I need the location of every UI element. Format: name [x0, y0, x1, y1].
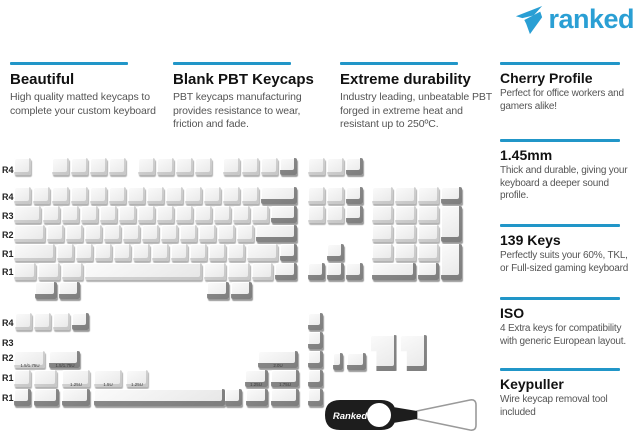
keycap: [62, 263, 84, 280]
row-label: R4: [2, 318, 14, 328]
keycap: [308, 206, 325, 223]
spec-title: 1.45mm: [500, 147, 553, 163]
keycap: [33, 187, 50, 204]
keycap: [347, 353, 366, 370]
keycap: [176, 206, 193, 223]
keycap: [218, 225, 235, 242]
keycap: [34, 389, 59, 406]
keycap: [308, 187, 325, 204]
spec-title: Keypuller: [500, 376, 564, 392]
spec-body: Perfect for office workers and gamers alike!: [500, 88, 624, 112]
keycap: [123, 225, 140, 242]
spec-body: Perfectly suits your 60%, TKL, or Full-sized gaming keyboard: [500, 250, 629, 274]
keycap: [308, 313, 323, 330]
feature-title: Beautiful: [10, 71, 75, 88]
feature-body: High quality matted keycaps to complete your custom keyboard: [10, 91, 156, 117]
keycap: [418, 225, 439, 242]
keypuller-brand-text: Ranked: [332, 411, 368, 422]
keycap: [128, 187, 145, 204]
keycap: [214, 206, 231, 223]
keycap: [246, 389, 269, 406]
keycap: [52, 158, 69, 175]
feature-title: Extreme durability: [340, 71, 471, 88]
keycap: [441, 244, 462, 280]
row-label: R1: [2, 249, 14, 259]
keycap: [53, 313, 70, 330]
keycap: [66, 225, 83, 242]
keycap-size-label: 1.5U: [103, 382, 113, 387]
keycap: [142, 225, 159, 242]
keycap: [372, 206, 393, 223]
keycap: [114, 244, 131, 261]
keycap: [372, 187, 393, 204]
keycap: [258, 351, 298, 368]
feature-body: Industry leading, unbeatable PBT forged in extreme heat and resistant up to 250ºC.: [340, 91, 492, 130]
keycap: [418, 187, 439, 204]
spec-title: 139 Keys: [500, 232, 561, 248]
keycap: [138, 158, 155, 175]
keycap: [34, 370, 57, 387]
keycap: [14, 187, 31, 204]
keycap: [90, 158, 107, 175]
keypuller-wire: [417, 400, 476, 430]
keycap: [14, 351, 45, 368]
keycap: [195, 158, 212, 175]
keycap: [225, 389, 242, 406]
keycap: [14, 225, 45, 242]
spec-body: Wire keycap removal tool included: [500, 394, 608, 418]
keycap: [327, 158, 344, 175]
keycap: [62, 370, 90, 387]
keycap: [204, 263, 226, 280]
keycap: [395, 244, 416, 261]
keypuller-image: [313, 395, 483, 436]
spec-title: ISO: [500, 305, 525, 321]
keycap: [308, 158, 325, 175]
keycap: [327, 187, 344, 204]
keycap: [271, 370, 299, 387]
spec-body: Thick and durable, giving your keyboard a deeper sound profile.: [500, 165, 628, 201]
keycap: [245, 370, 268, 387]
keycap: [346, 187, 363, 204]
keycap-size-label: 1.25U: [250, 382, 263, 387]
keycap: [185, 187, 202, 204]
keycap: [94, 370, 122, 387]
keycap: [81, 206, 98, 223]
keycap: [38, 263, 60, 280]
keycap: [441, 187, 462, 204]
keycap: [95, 244, 112, 261]
row-label: R2: [2, 353, 14, 363]
row-label: R1: [2, 373, 14, 383]
keycap: [271, 389, 299, 406]
keycap: [15, 313, 32, 330]
keycap: [119, 206, 136, 223]
keypuller-hole: [367, 403, 391, 427]
keycap: [271, 206, 298, 223]
keycap: [49, 351, 80, 368]
spec-body: 4 Extra keys for compatibility with generic European layout.: [500, 323, 626, 347]
keycap: [57, 244, 74, 261]
keycap: [62, 389, 90, 406]
keycap: [72, 313, 89, 330]
keycap: [261, 158, 278, 175]
keycap: [223, 187, 240, 204]
row-label: R4: [2, 165, 14, 175]
keycap: [59, 282, 81, 299]
keycap: [237, 225, 254, 242]
keycap: [308, 263, 325, 280]
keycap: [223, 158, 240, 175]
keycap: [152, 244, 169, 261]
keycap: [252, 263, 274, 280]
keycap: [171, 244, 188, 261]
keycap: [228, 244, 245, 261]
keycap: [228, 263, 250, 280]
keycap: [71, 158, 88, 175]
keycap: [180, 225, 197, 242]
keycap: [100, 206, 117, 223]
keycap: [76, 244, 93, 261]
keycap: [14, 370, 31, 387]
keycap-size-label: 2.0U: [273, 363, 283, 368]
keycap: [14, 389, 31, 406]
keycap: [418, 263, 439, 280]
keycap: [207, 282, 229, 299]
keycap: [418, 244, 439, 261]
keycap: [231, 282, 253, 299]
keycap: [104, 225, 121, 242]
keycap: [90, 187, 107, 204]
keycap-size-label: 1.25U: [69, 382, 82, 387]
keycap: [199, 225, 216, 242]
keycap: [395, 206, 416, 223]
keycap: [14, 263, 36, 280]
keycap: [195, 206, 212, 223]
brand-logo-text: ranked: [548, 4, 634, 34]
keycap: [43, 206, 60, 223]
spec-title: Cherry Profile: [500, 70, 593, 86]
keycap: [308, 370, 323, 387]
keycap: [85, 225, 102, 242]
keycap: [346, 206, 363, 223]
keycap: [308, 351, 323, 368]
row-label: R1: [2, 267, 14, 277]
keycap: [161, 225, 178, 242]
keycap: [346, 158, 363, 175]
keycap: [14, 158, 31, 175]
keycap: [204, 187, 221, 204]
keycap: [327, 244, 344, 261]
keycap: [126, 370, 148, 387]
keycap: [333, 353, 343, 370]
keycap: [372, 244, 393, 261]
keycap: [242, 158, 259, 175]
keycap: [395, 187, 416, 204]
row-label: R1: [2, 393, 14, 403]
keycap: [147, 187, 164, 204]
keycap: [35, 282, 57, 299]
keycap-size-label: 1.25U: [131, 382, 143, 387]
keycap: [85, 263, 202, 280]
keycap: [157, 206, 174, 223]
feature-title: Blank PBT Keycaps: [173, 71, 314, 88]
keycap: [71, 187, 88, 204]
keycap: [242, 187, 259, 204]
keycap: [308, 332, 323, 349]
keycap: [280, 244, 297, 261]
keycap-size-label: 1.5/1.75U: [55, 363, 75, 368]
keycap: [109, 187, 126, 204]
keycap: [190, 244, 207, 261]
keycap: [62, 206, 79, 223]
keycap: [233, 206, 250, 223]
keycap: [209, 244, 226, 261]
keycap: [47, 225, 64, 242]
feature-body: PBT keycaps manufacturing provides resistance to wear, friction and fade.: [173, 91, 302, 130]
keycap: [14, 206, 41, 223]
keycap: [327, 206, 344, 223]
keycap-size-label: 1.5/1.75U: [20, 363, 40, 368]
keycap: [133, 244, 150, 261]
keycap: [441, 206, 462, 242]
row-label: R4: [2, 192, 14, 202]
keycap: [395, 225, 416, 242]
keycap: [372, 225, 393, 242]
keycap: [280, 158, 297, 175]
keycap: [261, 187, 297, 204]
keycap: [346, 263, 363, 280]
keycap: [157, 158, 174, 175]
keycap: [52, 187, 69, 204]
keycap: [418, 206, 439, 223]
keycap: [275, 263, 297, 280]
row-label: R3: [2, 338, 14, 348]
row-label: R2: [2, 230, 14, 240]
keycap: [109, 158, 126, 175]
keycap: [166, 187, 183, 204]
keycap: [256, 225, 297, 242]
keycap: [14, 244, 55, 261]
keycap: [34, 313, 51, 330]
keycap: [370, 335, 397, 371]
keycap: [400, 335, 427, 371]
keycap-size-label: 1.75U: [278, 382, 291, 387]
keycap: [327, 263, 344, 280]
keycap: [247, 244, 278, 261]
keycap: [372, 263, 416, 280]
row-label: R3: [2, 211, 14, 221]
keycap: [94, 389, 225, 406]
keycap: [252, 206, 269, 223]
keycap: [176, 158, 193, 175]
keycap: [138, 206, 155, 223]
